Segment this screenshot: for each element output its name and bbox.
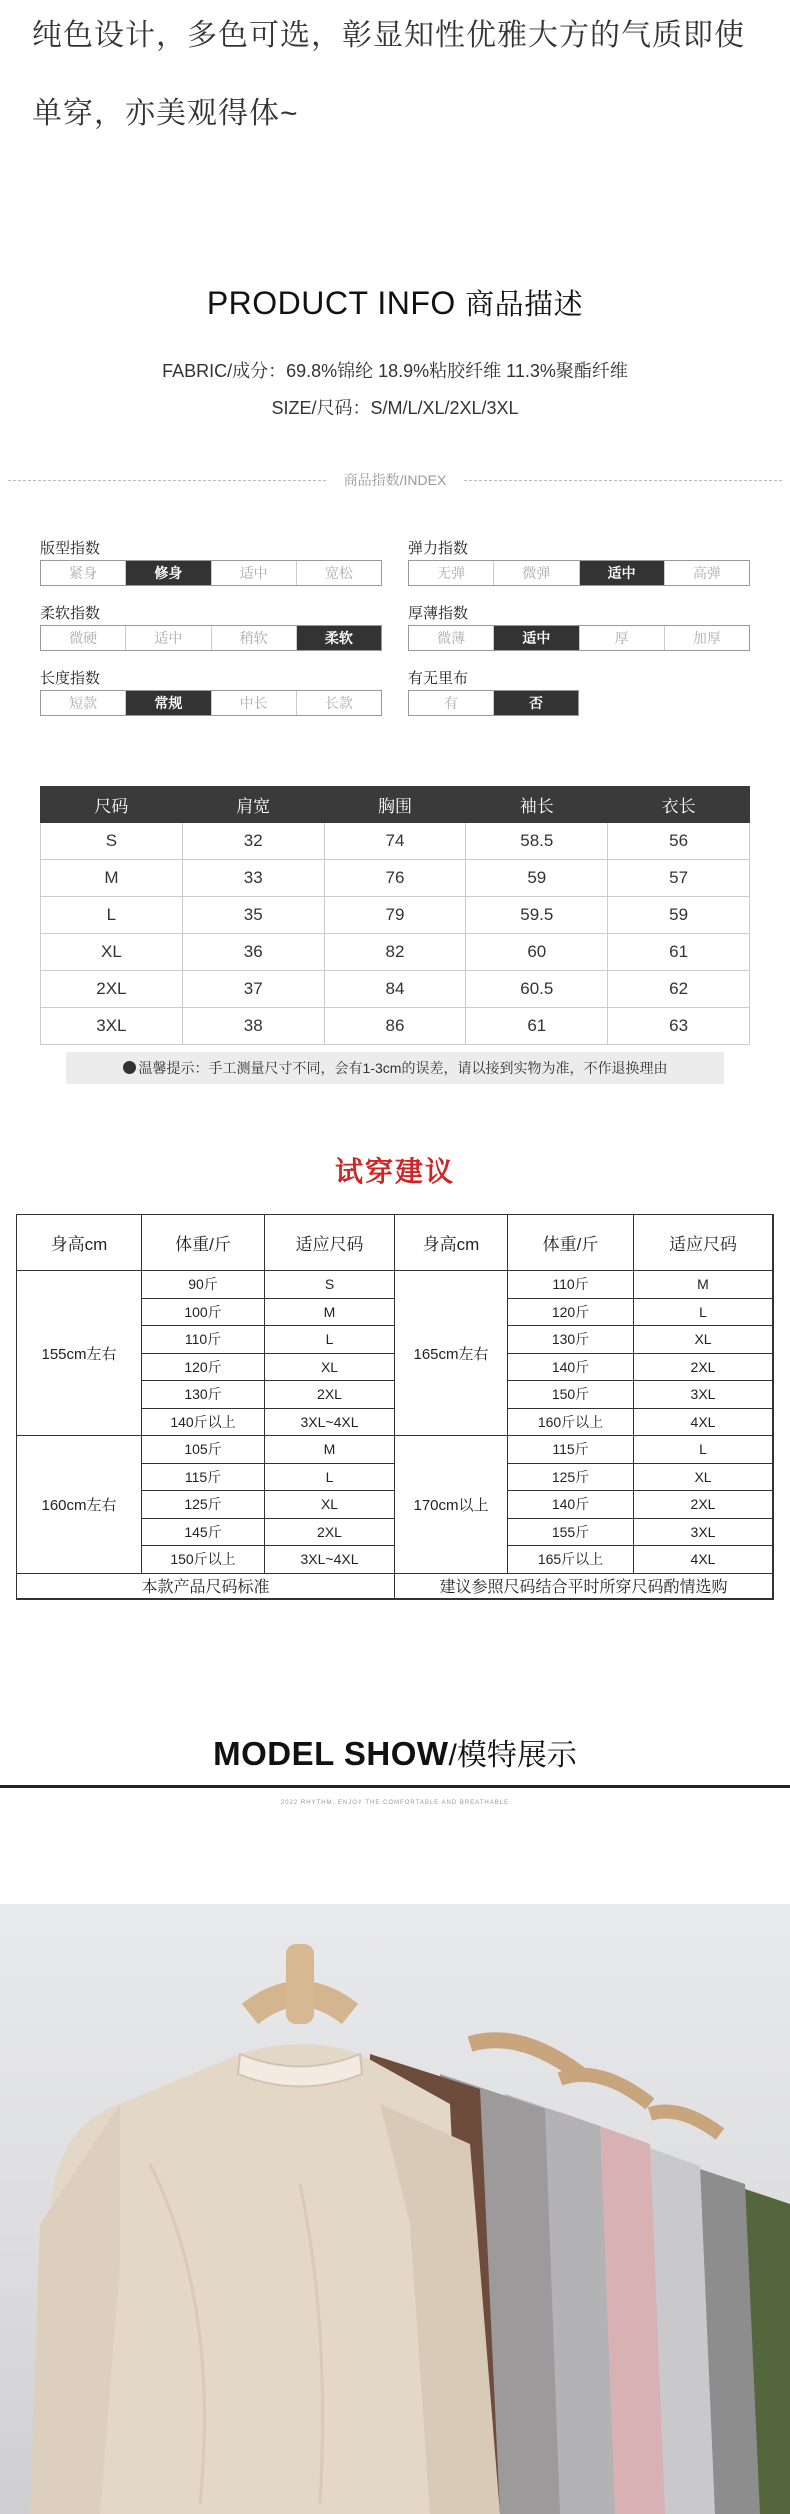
try-on-size-cell: 2XL [634,1354,773,1382]
try-on-table [16,1214,774,1600]
size-chart-cell: 82 [324,934,466,971]
try-on-footer-left: 本款产品尺码标准 [17,1574,395,1600]
size-chart-cell: 35 [182,897,324,934]
try-on-size-cell: L [634,1299,773,1327]
index-option-row [408,625,750,651]
index-option: 高弹 [692,565,721,581]
index-group-title: 厚薄指数 [408,605,469,622]
index-group [40,603,382,651]
size-chart-cell: 84 [324,971,466,1008]
index-option: 微弹 [494,561,579,585]
index-option: 厚 [580,626,665,650]
size-chart-row [41,823,750,860]
size-chart-cell: 38 [182,1008,324,1045]
try-on-size-cell: M [265,1436,395,1464]
try-on-header-cell: 适应尺码 [265,1215,395,1271]
try-on-weight-cell: 165斤以上 [508,1546,634,1574]
try-on-weight-cell: 150斤以上 [142,1546,265,1574]
index-option: 宽松 [324,565,353,581]
product-info-title [0,282,790,323]
size-chart-cell: 86 [324,1008,466,1045]
index-option: 微薄 [409,626,494,650]
size-chart-cell: XL [41,934,183,971]
try-on-size-cell: L [265,1464,395,1492]
sweater-rack-illustration [0,1904,790,2514]
index-option: 稍软 [212,626,297,650]
try-on-height-cell: 155cm左右 [17,1271,142,1436]
try-on-header-cell: 体重/斤 [142,1215,265,1271]
size-chart-cell: 57 [608,860,750,897]
try-on-size-cell: 3XL [634,1519,773,1547]
try-on-size-cell: 4XL [634,1546,773,1574]
size-chart-cell: 33 [182,860,324,897]
try-on-size-cell: 2XL [265,1519,395,1547]
index-group-title: 版型指数 [40,540,101,557]
index-option: 无弹 [409,561,494,585]
try-on-weight-cell: 115斤 [142,1464,265,1492]
try-on-weight-cell: 125斤 [508,1464,634,1492]
smile-icon [123,1061,136,1074]
try-on-height-cell: 160cm左右 [17,1436,142,1574]
index-option-selected: 否 [494,691,578,715]
model-show-title-en: MODEL SHOW [213,1735,449,1772]
size-line: SIZE/尺码：S/M/L/XL/2XL/3XL [271,398,519,418]
measurement-tip [66,1052,724,1084]
index-option-selected: 修身 [126,561,211,585]
size-chart-cell: 74 [324,823,466,860]
try-on-size-cell: S [265,1271,395,1299]
try-on-size-cell: XL [634,1326,773,1354]
try-on-footer-right: 建议参照尺码结合平时所穿尺码酌情选购 [395,1574,773,1600]
index-group-title: 长度指数 [40,670,101,687]
size-chart-cell: 56 [608,823,750,860]
try-on-size-cell: 2XL [265,1381,395,1409]
size-chart-row [41,860,750,897]
index-option-row [40,690,382,716]
size-chart-cell: 60.5 [466,971,608,1008]
size-chart-cell: 61 [466,1008,608,1045]
try-on-weight-cell: 140斤以上 [142,1409,265,1437]
index-option: 加厚 [692,630,721,646]
size-chart-cell: 3XL [41,1008,183,1045]
try-on-title: 试穿建议 [334,1156,455,1187]
index-option: 中长 [212,691,297,715]
product-info-title-zh: 商品描述 [465,289,584,321]
size-chart-cell: 58.5 [466,823,608,860]
index-option-row [408,690,579,716]
model-show-subtitle: 2022 RHYTHM, ENJOY THE COMFORTABLE AND BREATHABLE [280,1800,510,1806]
size-chart-cell: 61 [608,934,750,971]
size-chart-cell: 59.5 [466,897,608,934]
size-chart-cell: 37 [182,971,324,1008]
index-option-selected: 常规 [126,691,211,715]
try-on-weight-cell: 130斤 [508,1326,634,1354]
index-group [408,668,579,716]
size-chart-cell: 63 [608,1008,750,1045]
divider-right [464,480,782,481]
try-on-weight-cell: 150斤 [508,1381,634,1409]
size-chart-cell: 2XL [41,971,183,1008]
size-chart-cell: L [41,897,183,934]
size-chart-header-cell: 袖长 [466,787,608,823]
product-photo [0,1904,790,2514]
try-on-size-cell: 3XL [634,1381,773,1409]
size-chart-cell: M [41,860,183,897]
size-chart-header-cell: 衣长 [608,787,750,823]
size-chart-header-cell: 胸围 [324,787,466,823]
try-on-size-cell: 3XL~4XL [265,1546,395,1574]
index-group-title: 柔软指数 [40,605,101,622]
size-chart-cell: 62 [608,971,750,1008]
size-chart-row [41,1008,750,1045]
size-chart-cell: 79 [324,897,466,934]
try-on-weight-cell: 155斤 [508,1519,634,1547]
try-on-weight-cell: 145斤 [142,1519,265,1547]
model-show-title [0,1730,790,1774]
size-chart-table [40,786,750,1045]
try-on-weight-cell: 110斤 [508,1271,634,1299]
try-on-weight-cell: 105斤 [142,1436,265,1464]
size-chart-row [41,934,750,971]
divider-left [8,480,326,481]
index-option: 微硬 [41,626,126,650]
index-group [408,538,750,586]
index-option: 长款 [324,695,353,711]
size-chart-cell: 32 [182,823,324,860]
try-on-size-cell: XL [265,1354,395,1382]
index-group [40,538,382,586]
index-group-title: 有无里布 [408,670,469,687]
try-on-weight-cell: 125斤 [142,1491,265,1519]
try-on-weight-cell: 115斤 [508,1436,634,1464]
intro-line-2: 单穿，亦美观得体~ [32,97,299,130]
try-on-header-cell: 身高cm [17,1215,142,1271]
index-option-selected: 柔软 [297,626,381,650]
try-on-size-cell: M [634,1271,773,1299]
size-chart-cell: S [41,823,183,860]
size-chart-header-row [41,787,750,823]
fabric-line: FABRIC/成分：69.8%锦纶 18.9%粘胶纤维 11.3%聚酯纤维 [162,361,628,381]
size-chart-header-cell: 肩宽 [182,787,324,823]
try-on-header-cell: 体重/斤 [508,1215,634,1271]
try-on-weight-cell: 110斤 [142,1326,265,1354]
try-on-size-cell: L [265,1326,395,1354]
size-chart-cell: 59 [608,897,750,934]
measurement-tip-text: 温馨提示：手工测量尺寸不同，会有1-3cm的误差，请以接到实物为准，不作退换理由 [138,1060,668,1076]
index-option: 紧身 [41,561,126,585]
model-show-title-zh: /模特展示 [448,1739,577,1772]
index-option: 适中 [126,626,211,650]
index-group [40,668,382,716]
try-on-height-cell: 170cm以上 [395,1436,508,1574]
try-on-weight-cell: 130斤 [142,1381,265,1409]
index-option-selected: 适中 [580,561,665,585]
model-show-rule [0,1785,790,1788]
try-on-header-cell: 身高cm [395,1215,508,1271]
size-chart-cell: 36 [182,934,324,971]
try-on-size-cell: 3XL~4XL [265,1409,395,1437]
product-info-title-en: PRODUCT INFO [206,285,456,321]
try-on-weight-cell: 120斤 [508,1299,634,1327]
index-option: 有 [409,691,494,715]
try-on-weight-cell: 140斤 [508,1491,634,1519]
size-chart-row [41,971,750,1008]
size-chart-cell: 76 [324,860,466,897]
index-option-selected: 适中 [494,626,579,650]
index-option-row [40,560,382,586]
index-label: 商品指数/INDEX [343,472,447,488]
try-on-weight-cell: 140斤 [508,1354,634,1382]
index-option: 短款 [41,691,126,715]
try-on-size-cell: L [634,1436,773,1464]
try-on-weight-cell: 160斤以上 [508,1409,634,1437]
index-option-row [40,625,382,651]
size-chart-cell: 60 [466,934,608,971]
try-on-size-cell: M [265,1299,395,1327]
try-on-size-cell: XL [265,1491,395,1519]
size-chart-header-cell: 尺码 [41,787,183,823]
index-option-row [408,560,750,586]
intro-line-1: 纯色设计，多色可选，彰显知性优雅大方的气质即使 [32,19,745,52]
try-on-header-cell: 适应尺码 [634,1215,773,1271]
try-on-weight-cell: 90斤 [142,1271,265,1299]
index-group [408,603,750,651]
try-on-height-cell: 165cm左右 [395,1271,508,1436]
index-group-title: 弹力指数 [408,540,469,557]
try-on-size-cell: XL [634,1464,773,1492]
size-chart-cell: 59 [466,860,608,897]
size-chart-row [41,897,750,934]
try-on-size-cell: 4XL [634,1409,773,1437]
try-on-size-cell: 2XL [634,1491,773,1519]
index-option: 适中 [212,561,297,585]
try-on-weight-cell: 120斤 [142,1354,265,1382]
try-on-weight-cell: 100斤 [142,1299,265,1327]
